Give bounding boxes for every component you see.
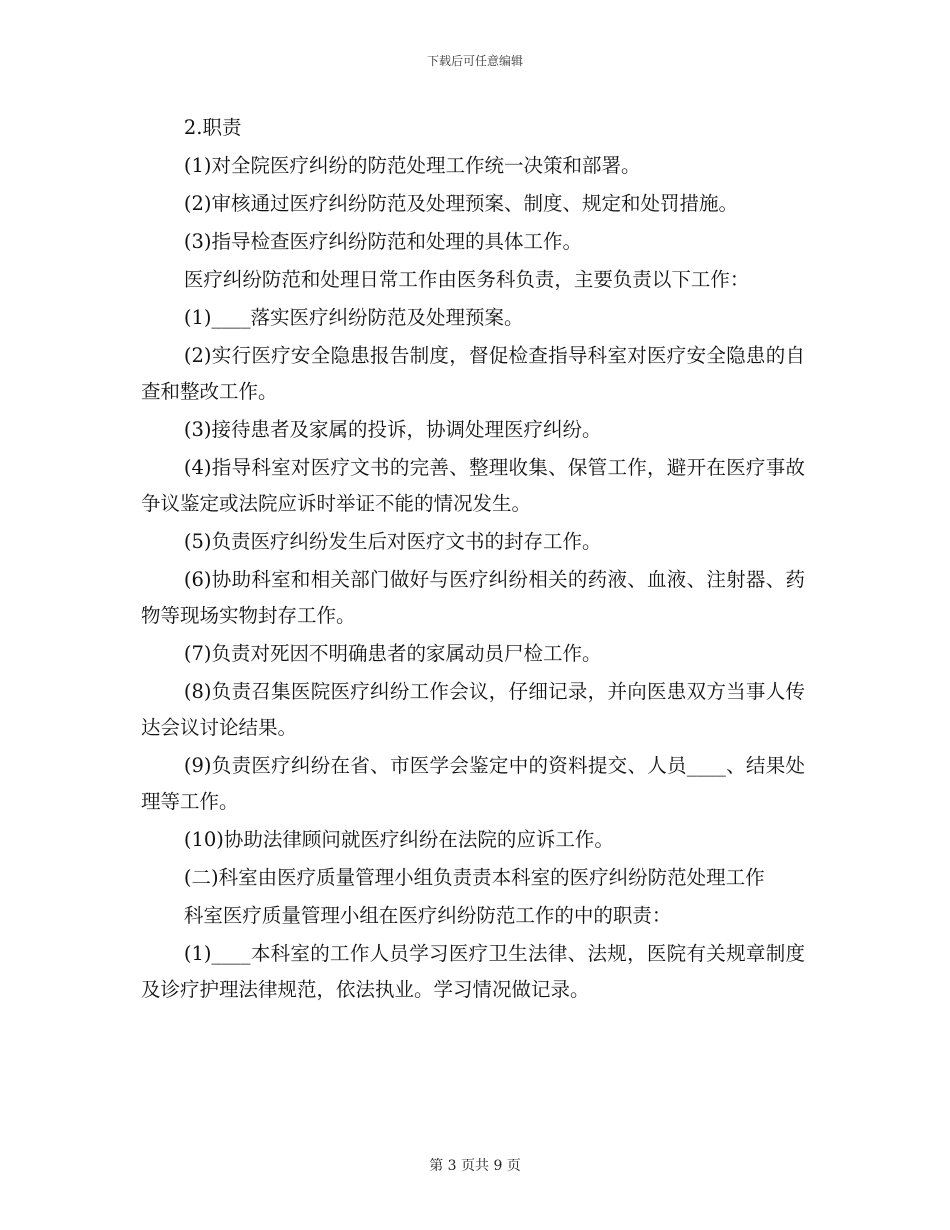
paragraph: (7)负责对死因不明确患者的家属动员尸检工作。 xyxy=(183,642,602,665)
paragraph: (8)负责召集医院医疗纠纷工作会议，仔细记录，并向医患双方当事人传达会议讨论结果。 xyxy=(141,680,805,739)
paragraph: (9)负责医疗纠纷在省、市医学会鉴定中的资料提交、人员____、结果处理等工作。 xyxy=(141,754,805,813)
paragraph: (4)指导科室对医疗文书的完善、整理收集、保管工作，避开在医疗事故争议鉴定或法院应诉时举证不能的情况发生。 xyxy=(141,456,805,515)
paragraph: (1)____本科室的工作人员学习医疗卫生法律、法规，医院有关规章制度及诊疗护理法律规范，依法执业。学习情况做记录。 xyxy=(141,942,805,1001)
page-header: 下载后可任意编辑 xyxy=(426,54,523,68)
paragraph: (3)接待患者及家属的投诉，协调处理医疗纠纷。 xyxy=(183,418,602,441)
paragraph: (1)对全院医疗纠纷的防范处理工作统一决策和部署。 xyxy=(183,154,641,177)
paragraph: (2)审核通过医疗纠纷防范及处理预案、制度、规定和处罚措施。 xyxy=(183,192,739,215)
paragraph: (6)协助科室和相关部门做好与医疗纠纷相关的药液、血液、注射器、药物等现场实物封存工作。 xyxy=(141,568,805,627)
paragraph: (10)协助法律顾问就医疗纠纷在法院的应诉工作。 xyxy=(183,828,614,851)
paragraph: (5)负责医疗纠纷发生后对医疗文书的封存工作。 xyxy=(183,530,602,553)
paragraph: (二)科室由医疗质量管理小组负责责本科室的医疗纠纷防范处理工作 xyxy=(183,866,765,889)
document-body xyxy=(141,110,805,1008)
paragraph: 科室医疗质量管理小组在医疗纠纷防范工作的中的职责： xyxy=(183,904,672,927)
paragraph: 医疗纠纷防范和处理日常工作由医务科负责，主要负责以下工作： xyxy=(183,268,750,291)
page-footer: 第 3 页共 9 页 xyxy=(429,1158,521,1174)
paragraph: (3)指导检查医疗纠纷防范和处理的具体工作。 xyxy=(183,230,583,253)
paragraph: (1)____落实医疗纠纷防范及处理预案。 xyxy=(183,306,524,329)
section-heading: 2.职责 xyxy=(183,116,242,139)
paragraph: (2)实行医疗安全隐患报告制度，督促检查指导科室对医疗安全隐患的自查和整改工作。 xyxy=(141,344,805,403)
